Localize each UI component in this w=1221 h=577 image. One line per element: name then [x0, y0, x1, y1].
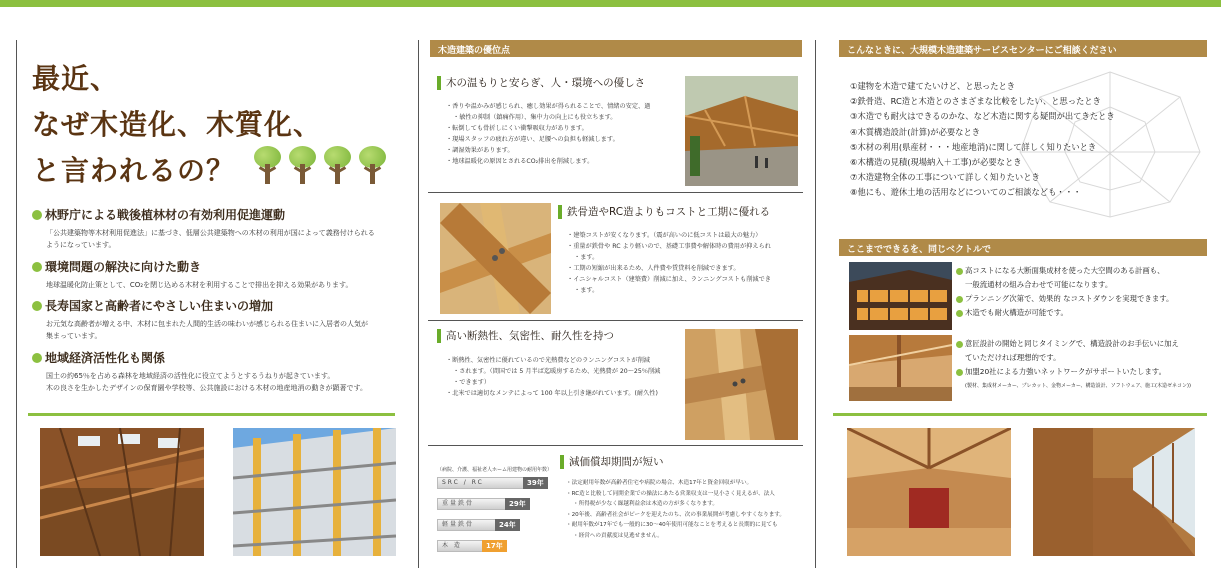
timber-post-photo — [685, 329, 798, 440]
left-margin-rule — [16, 40, 17, 568]
chart-bar-row — [437, 540, 552, 552]
bullet-text: できます） — [459, 379, 491, 386]
consult-item: ②鉄骨造、RC造と木造とのさまざまな比較をしたい、と思ったとき — [850, 96, 1101, 107]
consult-item: ⑥木構造の見積(現場納入＋工事)が必要なとき — [850, 157, 1022, 168]
bullet-item: ・ 調湿効果があります。 — [446, 145, 650, 156]
section-title: 地域経済活性化も関係 — [45, 351, 166, 365]
chart-category-label: 重量鉄骨 — [437, 498, 509, 510]
bullet-item: ・ 法定耐用年数が高齢者住宅や病院の場合、木造17年と資金回収が早い。 — [566, 478, 785, 489]
block-bullets — [446, 101, 650, 167]
bullet-text: 経営への貢献度は見逃せません。 — [578, 532, 663, 539]
bullet-item: ・ 20年後、高齢者社会がピークを迎えたのち、次の事業展開が考慮しやすくなります。 — [566, 510, 785, 521]
consult-item: ④木質構造設計(計算)が必要なとき — [850, 126, 981, 137]
column-divider-1 — [418, 40, 419, 568]
capability-item: 意匠設計の開始と同じタイミングで、構造設計のお手伝いに加え — [956, 337, 1206, 351]
chart-bar-value: 39年 — [523, 477, 548, 489]
section-title: 長寿国家と高齢者にやさしい住まいの増加 — [45, 299, 274, 313]
wooden-building-photo — [849, 262, 952, 330]
block-title: 減価償却期間が短い — [560, 455, 664, 469]
timber-interior-photo — [849, 335, 952, 401]
block-divider — [428, 192, 803, 193]
chart-category-label: SRC / RC — [437, 477, 527, 489]
capability-item: (製材、集成材メーカー、プレカット、金物メーカー、構造設計、ソフトウェア、施工(木造ゼネコン)) — [965, 383, 1191, 389]
useful-life-chart — [437, 466, 552, 561]
bullet-item: ・ 耐用年数が17年でも一般的に30～40年使用可能なことを考えると長期的に見ても — [566, 520, 785, 531]
capability-item: ていただければ理想的です。 — [965, 353, 1061, 362]
capability-item: 木造でも耐火構造が可能です。 — [956, 306, 1206, 320]
block-title: 鉄骨造やRC造よりもコストと工期に優れる — [558, 205, 770, 219]
section-text: 集まっています。 — [46, 332, 102, 340]
reason-section-3 — [32, 297, 392, 342]
bullet-item: ・ 現場スタッフの疲れ方が違い、足腰への負担も軽減します。 — [446, 134, 650, 145]
section-text: ようになっています。 — [46, 241, 116, 249]
capability-header: ここまでできるを、同じベクトルで — [839, 239, 1207, 256]
block-divider — [428, 445, 803, 446]
bullet-text: 所得税が少なく繰越利益余は木造の方が多くなります。 — [578, 501, 719, 507]
bullet-item: ・ 転倒しても骨折しにくい衝撃吸収力があります。 — [446, 123, 650, 134]
chart-bar-value: 17年 — [482, 540, 507, 552]
bullet-dot-icon — [32, 262, 42, 272]
bullet-item — [446, 377, 660, 388]
reason-section-2 — [32, 258, 392, 291]
consult-item: ③木造でも耐火はできるのかな、など木造に関する疑問が出てきたとき — [850, 111, 1115, 122]
chart-bar-value: 29年 — [505, 498, 530, 510]
bullet-item: ・ 地球温暖化の原因とされるCO₂排出を削減します。 — [446, 156, 650, 167]
section-text: 地球温暖化防止策として、CO₂を閉じ込める木材を利用することで排出を抑える効果があります。 — [46, 281, 353, 289]
block-bullets — [566, 478, 785, 541]
capability-item: プランニング次第で、効果的 なコストダウンを実現できます。 — [956, 292, 1206, 306]
chart-bar-row — [437, 498, 552, 510]
bullet-item — [567, 285, 771, 296]
green-divider — [833, 413, 1207, 416]
bullet-item — [567, 252, 771, 263]
bar-rows — [437, 477, 552, 552]
bullet-item: ・ 北米では適切なメンテによって 100 年以上引き継がれています。(耐久性) — [446, 388, 660, 399]
section-text: 木の良さを生かしたデザインの保育園や学校等、公共施設における木材の地産地消の動きが顕著です。 — [46, 384, 367, 392]
bullet-text: ます。 — [580, 254, 599, 261]
reason-section-4 — [32, 349, 392, 394]
advantages-header: 木造建築の優位点 — [430, 40, 802, 57]
corridor-photo — [1033, 428, 1195, 556]
section-title: 環境問題の解決に向けた動き — [45, 260, 202, 274]
section-text: お元気な高齢者が増える中、木材に包まれた人間的生活の味わいが感じられる住まいに入居者の人気が — [46, 320, 368, 328]
consult-list — [850, 79, 1115, 201]
top-accent-bar — [0, 0, 1221, 7]
bullet-text: ます。 — [580, 287, 599, 294]
chart-bar-value: 24年 — [495, 519, 520, 531]
reason-section-1 — [32, 206, 392, 251]
bullet-text: されます。（間国では 5 月半ば迄暖房するため、光熱費が 20～25％削減 — [459, 368, 661, 375]
green-divider — [28, 413, 395, 416]
chart-caption: （病院、介護、福祉老人ホーム用建物の耐用年数） — [437, 467, 553, 473]
bullet-item — [566, 531, 785, 542]
consult-item: ⑦木造建物全体の工事について詳しく知りたいとき — [850, 172, 1040, 183]
section-title: 林野庁による戦後植林材の有効利用促進運動 — [45, 208, 286, 222]
capability-list-1 — [956, 264, 1206, 320]
chart-bar-row — [437, 519, 552, 531]
bullet-item — [566, 499, 785, 510]
wooden-apartment-photo — [233, 428, 396, 556]
bullet-item — [446, 112, 650, 123]
headline-line-3: と言われるの？ — [32, 154, 236, 187]
block-bullets — [446, 355, 660, 399]
bullet-item: ・ 工期の短縮が出来るため、人件費や賃貸料を削減できます。 — [567, 263, 771, 274]
section-text: 「公共建築物等木材利用促進法」に基づき、低層公共建築物への木材の利用が国によって義務付けられる — [46, 229, 375, 237]
column-divider-2 — [815, 40, 816, 568]
hall-interior-photo — [847, 428, 1011, 556]
bullet-item: ・ RC造と比較して同開企業での操法にあたる営業収支は一見小さく見えるが、法人 — [566, 489, 785, 500]
bullet-item: ・ 香りや温かみが感じられ、癒し効果が得られることで、情緒の安定、過 — [446, 101, 650, 112]
block-title: 木の温もりと安らぎ、人・環境への優しさ — [437, 76, 645, 90]
bullet-dot-icon — [32, 301, 42, 311]
bullet-item: ・ 重量が鉄骨や RC より軽いので、基礎工事費や解体時の費用が抑えられ — [567, 241, 771, 252]
tree-icons — [252, 146, 388, 184]
consult-item: ⑧他にも、遊休土地の活用などについてのご相談なども・・・ — [850, 187, 1082, 198]
consult-header: こんなときに、大規模木造建築サービスセンターにご相談ください — [839, 40, 1207, 57]
timber-roof-interior-photo — [40, 428, 204, 556]
capability-list-2 — [956, 337, 1206, 393]
chart-bar-row — [437, 477, 552, 489]
bullet-item: ・ 建築コストが安くなります。（震が高いのに低コストは最大の魅力） — [567, 230, 771, 241]
consult-item: ⑤木材の利用(県産材・・・地産地消)に関して詳しく知りたいとき — [850, 141, 1097, 152]
capability-item: 加盟20社による力強いネットワークがサポートいたします。 — [956, 365, 1206, 379]
chart-category-label: 軽量鉄骨 — [437, 519, 499, 531]
timber-joint-photo — [440, 203, 551, 314]
block-title: 高い断熱性、気密性、耐久性を持つ — [437, 329, 614, 343]
tree-icon — [252, 146, 283, 184]
bullet-item: ・ 断熱性、気密性に優れているので光熱費などのランニングコストが削減 — [446, 355, 660, 366]
bullet-item — [446, 366, 660, 377]
consult-item: ①建物を木造で建てたいけど、と思ったとき — [850, 81, 1016, 91]
headline-line-2: なぜ木造化、木質化、 — [32, 108, 323, 141]
capability-item: 一般流通材の組み合わせで可能になります。 — [965, 280, 1113, 289]
chart-category-label: 木 造 — [437, 540, 486, 552]
wooden-pavilion-photo — [685, 76, 798, 186]
capability-item: 高コストになる大断面集成材を使った大空間のある計画も、 — [956, 264, 1206, 278]
bullet-text: 敏性の抑制（鎮痛作用）、集中力の向上にも役立ちます。 — [459, 114, 617, 121]
bullet-item: ・ イニシャルコスト（建築費）削減に加え、ランニングコストも削減でき — [567, 274, 771, 285]
headline-line-1: 最近、 — [32, 62, 120, 95]
bullet-dot-icon — [32, 353, 42, 363]
block-divider — [428, 320, 803, 321]
section-text: 国土の約65％を占める森林を地域経済の活性化に役立てようとするうねりが起きています。 — [46, 372, 335, 380]
tree-icon — [287, 146, 318, 184]
tree-icon — [357, 146, 388, 184]
block-bullets — [567, 230, 771, 296]
tree-icon — [322, 146, 353, 184]
bullet-dot-icon — [32, 210, 42, 220]
